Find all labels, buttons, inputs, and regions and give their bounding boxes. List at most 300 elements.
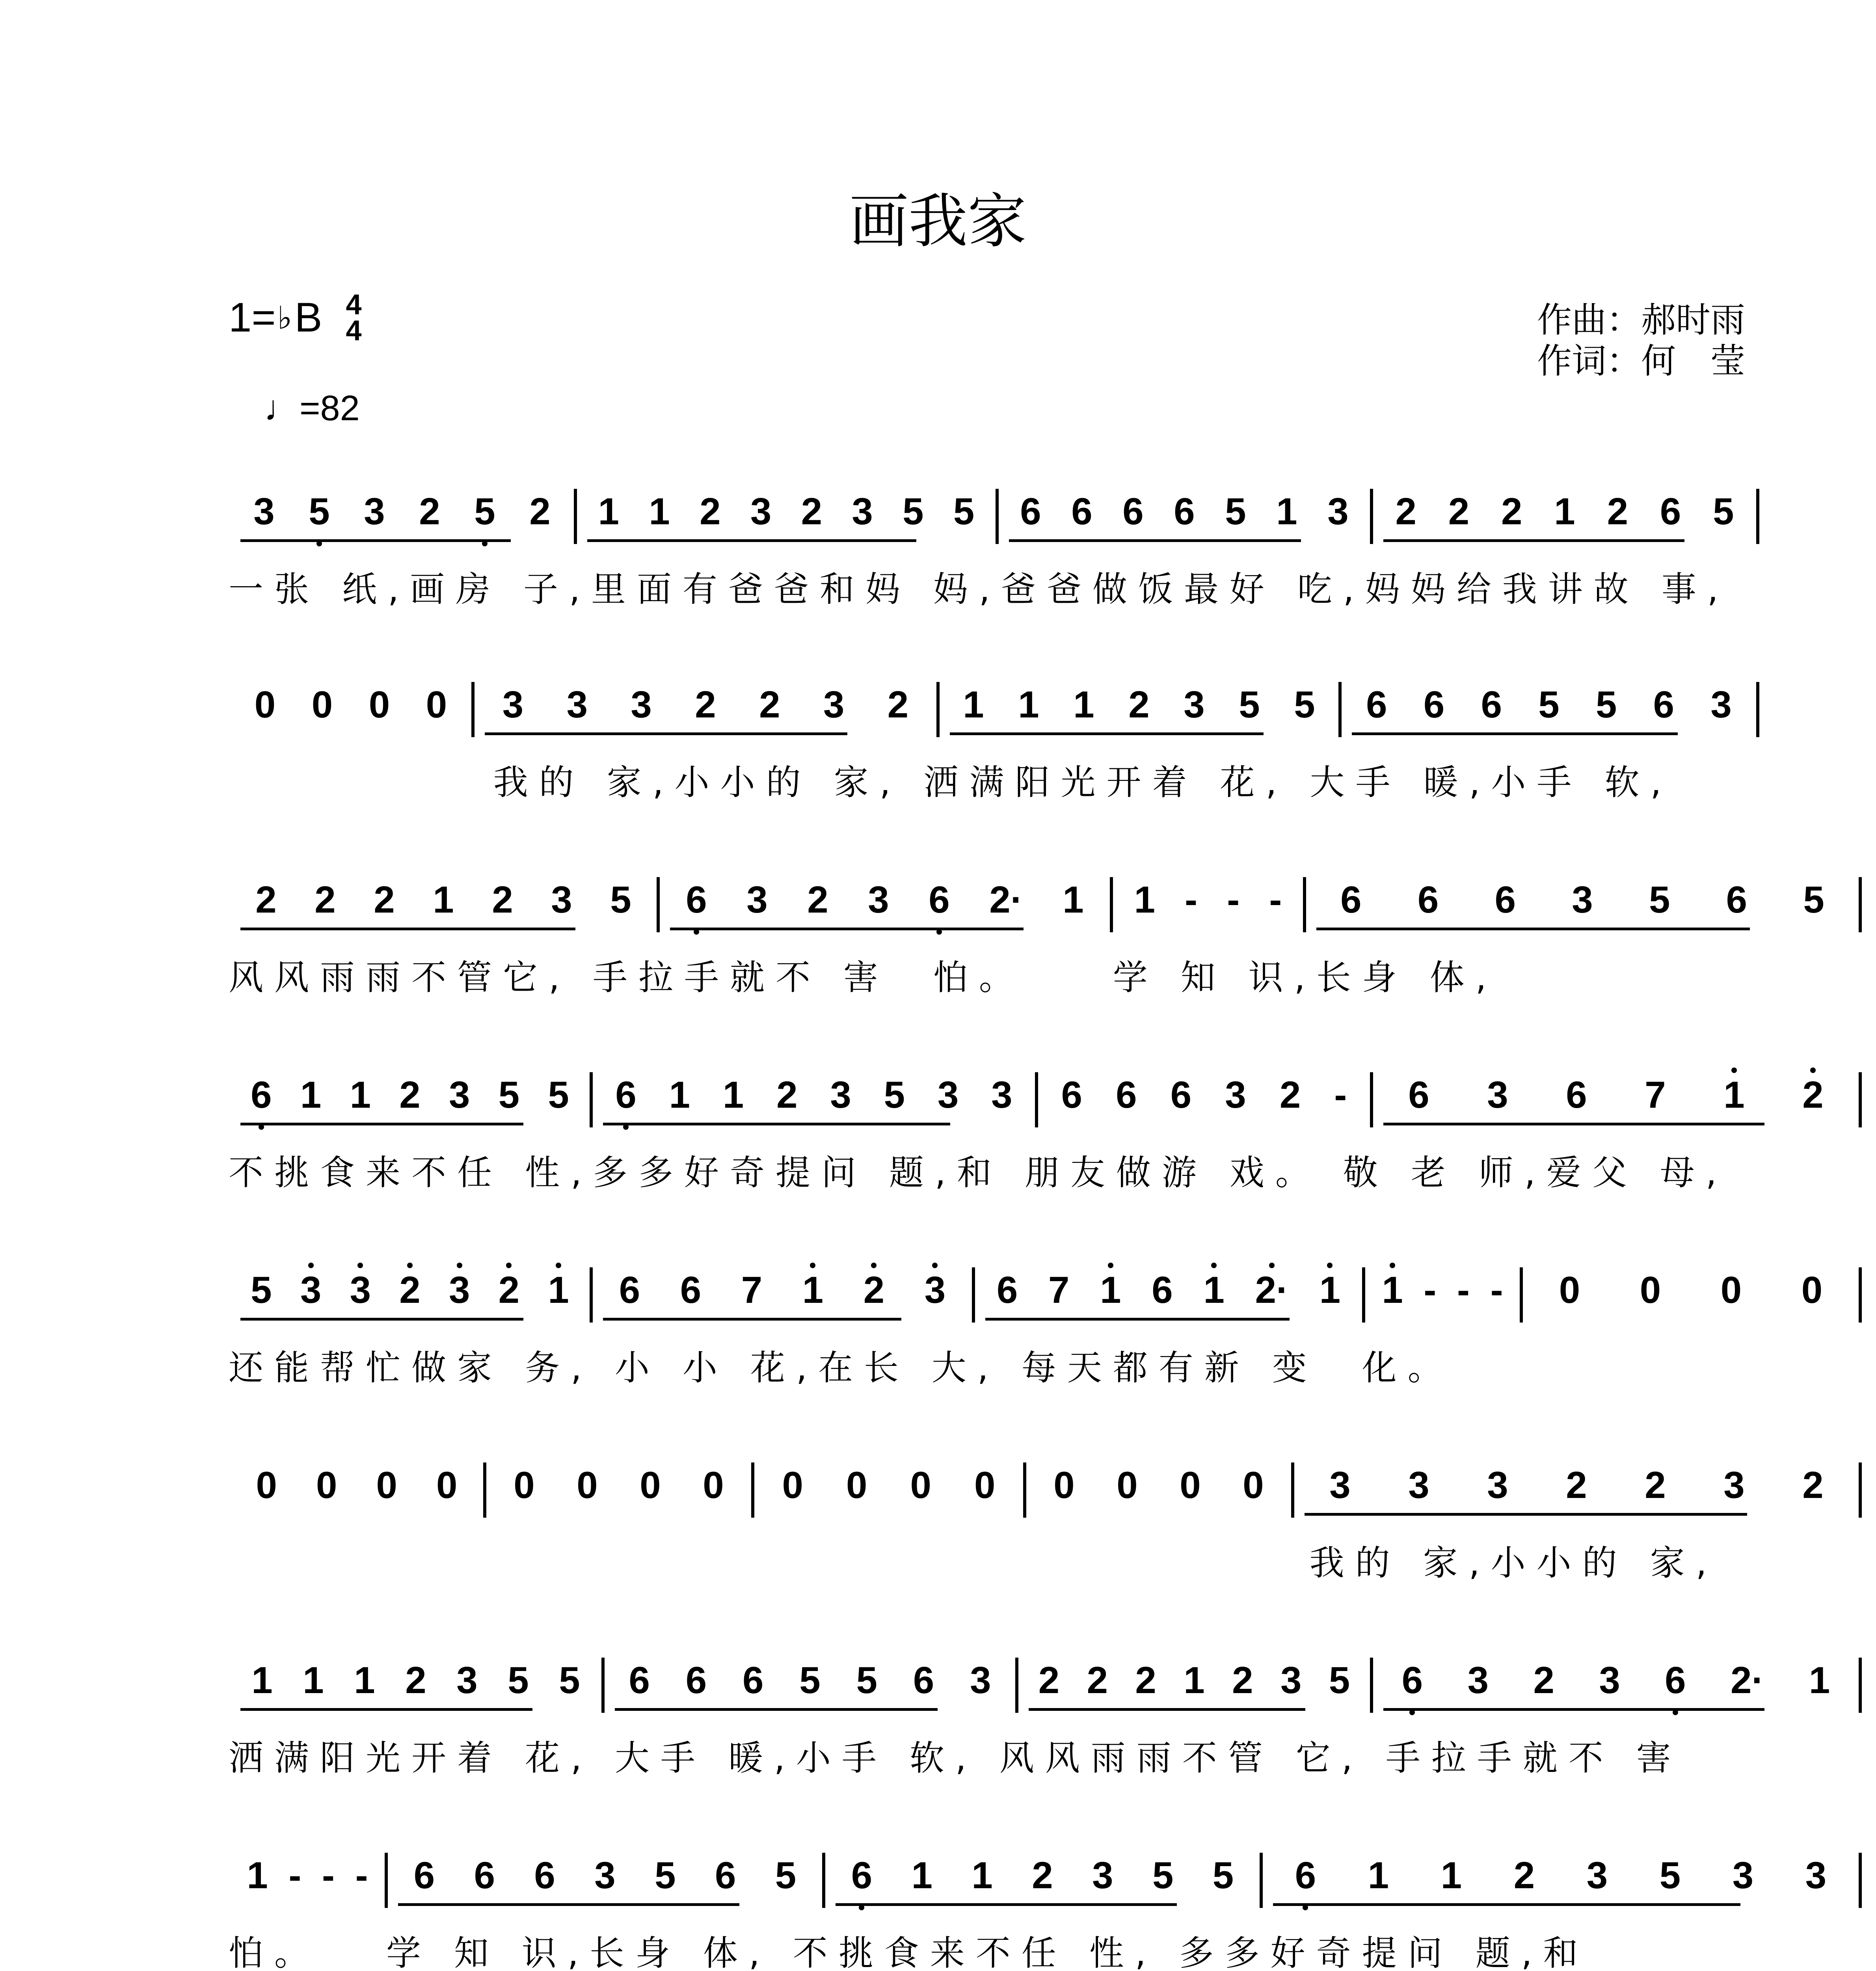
measure [394, 1849, 816, 1908]
key-prefix: 1= [229, 294, 276, 341]
note: 2· [1255, 1263, 1289, 1309]
barline [996, 489, 999, 544]
note: 1 [300, 1074, 322, 1116]
note: 2 [1395, 490, 1416, 533]
barline [1110, 877, 1113, 932]
beam-underline [836, 1903, 1177, 1906]
note: 0 [514, 1464, 535, 1506]
staff-system [0, 1654, 1876, 1784]
barline [1859, 877, 1862, 932]
note: 3 [449, 1263, 470, 1309]
staff-system [0, 1849, 1876, 1971]
note: 1 [1063, 879, 1084, 921]
note: 7 [1645, 1074, 1666, 1116]
note: 6 [413, 1854, 435, 1896]
barline [1015, 1658, 1018, 1713]
measure [1005, 485, 1364, 544]
barline [936, 682, 940, 737]
staff-system [0, 1263, 1876, 1393]
barline [601, 1658, 605, 1713]
note: 2 [759, 684, 780, 726]
note: 2 [807, 879, 828, 921]
note: 6 [851, 1849, 872, 1895]
note: 0 [256, 1464, 277, 1506]
note: 3 [746, 879, 768, 921]
note: 1 [251, 1659, 273, 1701]
measure [481, 678, 930, 737]
measure [236, 1849, 378, 1908]
note: 1 [911, 1854, 932, 1896]
lyric-line: 洒满阳光开着 花, 大手 暖,小手 软, 风风雨雨不管 它, 手拉手就不 害 [229, 1738, 1682, 1778]
barline [1370, 1658, 1373, 1713]
note: 1 [1368, 1854, 1389, 1896]
measure [1312, 873, 1852, 932]
barline [1023, 1462, 1026, 1518]
note: 2 [1513, 1854, 1535, 1896]
note: 1 [1382, 1263, 1403, 1309]
note: 5 [775, 1854, 797, 1896]
staff-system [0, 1459, 1876, 1589]
note: 6 [1494, 879, 1516, 921]
barline [1859, 1853, 1862, 1908]
staff-system [0, 873, 1876, 1003]
note: 1 [350, 1074, 371, 1116]
measure [236, 1068, 583, 1127]
credits [1537, 300, 1745, 382]
measure [1025, 1654, 1364, 1713]
note: 3 [1329, 1464, 1351, 1506]
beam-underline [1316, 928, 1750, 930]
note: 6 [996, 1269, 1018, 1311]
note: 6 [1122, 490, 1144, 533]
note: 0 [1801, 1269, 1823, 1311]
key-signature [229, 289, 362, 347]
lyric-line: 不挑食来不任 性,多多好奇提问 题,和 朋友做游 戏。 敬 老 师,爱父 母, [229, 1152, 1728, 1193]
measure [666, 873, 1104, 932]
barline [1756, 489, 1759, 544]
note: 6 [1481, 684, 1502, 726]
beam-underline [1305, 1513, 1747, 1516]
note: 3 [350, 1263, 371, 1309]
note: 3 [823, 684, 845, 726]
note: 3 [631, 684, 652, 726]
note: 0 [1559, 1269, 1580, 1311]
lyric-line: 还能帮忙做家 务, 小 小 花,在长 大, 每天都有新 变 化。 [229, 1347, 1454, 1388]
note: 2 [1279, 1074, 1301, 1116]
barline [1035, 1072, 1038, 1127]
beam-underline [1383, 539, 1684, 542]
note: 5 [1225, 490, 1246, 533]
measure [236, 1654, 595, 1713]
note: 5 [655, 1854, 676, 1896]
barline [385, 1853, 388, 1908]
note: 1 [1723, 1068, 1744, 1114]
barline [1370, 489, 1373, 544]
staff-system [0, 1068, 1876, 1198]
note: 0 [1180, 1464, 1201, 1506]
note: 2 [1232, 1659, 1253, 1701]
beam-underline [1383, 1123, 1764, 1125]
beam-underline [1029, 1708, 1305, 1711]
song-title: 画我家 [849, 187, 1027, 256]
extension-dash: - [1185, 879, 1198, 921]
note: 5 [1649, 879, 1670, 921]
note: 6 [1071, 490, 1092, 533]
note: 5 [953, 490, 975, 533]
note: 2 [1501, 490, 1522, 533]
lyricist-credit: 作词：何 莹 [1537, 340, 1746, 381]
extension-dash: - [288, 1854, 302, 1896]
flat-sign: ♭ [277, 300, 292, 335]
measure-row [229, 1654, 1860, 1713]
note: 2 [1448, 490, 1470, 533]
measure [1033, 1459, 1285, 1518]
note: 2· [989, 879, 1023, 921]
note: 3 [852, 490, 873, 533]
note: 3 [1408, 1464, 1429, 1506]
note: 2 [315, 879, 336, 921]
barline [590, 1267, 593, 1323]
note: 3 [830, 1074, 851, 1116]
barline [590, 1072, 593, 1127]
note: 6 [685, 1659, 707, 1701]
note: 6 [1408, 1074, 1429, 1116]
note: 3 [925, 1263, 945, 1309]
note: 1 [1184, 1659, 1205, 1701]
key-note: B [294, 294, 322, 341]
measure [981, 1263, 1356, 1323]
note: 2 [695, 684, 716, 726]
measure [1269, 1849, 1852, 1908]
note: 3 [1225, 1074, 1246, 1116]
tempo-value: =82 [300, 389, 360, 428]
beam-underline [603, 1318, 901, 1321]
barline [751, 1462, 754, 1518]
note: 1 [963, 684, 984, 726]
note: 3 [1586, 1854, 1608, 1896]
measure-row [229, 873, 1860, 932]
time-signature [346, 289, 362, 347]
meter-bottom: 4 [346, 315, 362, 347]
note: 6 [929, 873, 949, 919]
note: 1 [649, 490, 670, 533]
note: 3 [456, 1659, 478, 1701]
lyric-line: 我的 家,小小的 家, [229, 1543, 1718, 1583]
extension-dash: - [1490, 1269, 1503, 1311]
measure-row [229, 1459, 1860, 1518]
note: 6 [686, 873, 707, 919]
beam-underline [587, 539, 916, 542]
note: 6 [1366, 684, 1387, 726]
note: 5 [508, 1659, 529, 1701]
note: 1 [1134, 879, 1155, 921]
extension-dash: - [1457, 1269, 1470, 1311]
barline [1362, 1267, 1365, 1323]
note: 1 [1276, 490, 1297, 533]
note: 0 [376, 1464, 397, 1506]
note: 2 [864, 1263, 884, 1309]
barline [1859, 1072, 1862, 1127]
measure [611, 1654, 1009, 1713]
measure [1372, 1263, 1513, 1323]
note: 1 [548, 1263, 569, 1309]
tempo-marking [264, 388, 360, 429]
note: 6 [1566, 1074, 1587, 1116]
note: 0 [426, 684, 447, 726]
note: 2 [374, 879, 395, 921]
note: 5 [1329, 1659, 1350, 1701]
note: 1 [354, 1659, 375, 1701]
note: 1 [802, 1263, 823, 1309]
measure [236, 873, 650, 932]
note: 1 [433, 879, 454, 921]
note: 5 [1239, 684, 1260, 726]
measure [1379, 485, 1750, 544]
note: 2 [776, 1074, 798, 1116]
beam-underline [240, 1318, 523, 1321]
note: 5 [309, 485, 329, 531]
note: 3 [750, 490, 772, 533]
note: 2 [399, 1074, 421, 1116]
note: 0 [1053, 1464, 1075, 1506]
note: 5 [1713, 490, 1734, 533]
note: 2 [492, 879, 513, 921]
note: 3 [1732, 1854, 1754, 1896]
note: 3 [551, 879, 572, 921]
note: 0 [1117, 1464, 1138, 1506]
note: 2 [1533, 1659, 1554, 1701]
note: 2· [1731, 1659, 1764, 1701]
note: 2 [1802, 1068, 1823, 1114]
note: 1 [303, 1659, 324, 1701]
note: 5 [1659, 1854, 1681, 1896]
note: 5 [799, 1659, 821, 1701]
note: 5 [1152, 1854, 1174, 1896]
measure-row [229, 678, 1860, 737]
note: 6 [743, 1659, 764, 1701]
barline [657, 877, 660, 932]
note: 0 [846, 1464, 867, 1506]
note: 2 [255, 879, 277, 921]
lyric-line: 怕。 学 知 识,长身 体, 不挑食来不任 性, 多多好奇提问 题,和 [229, 1933, 1589, 1971]
note: 5 [1803, 879, 1824, 921]
note: 3 [1327, 490, 1349, 533]
note: 2 [1135, 1659, 1156, 1701]
note: 3 [1467, 1659, 1489, 1701]
barline [822, 1853, 825, 1908]
note: 2 [419, 490, 440, 533]
note: 6 [474, 1854, 495, 1896]
measure [236, 1459, 477, 1518]
note: 7 [741, 1269, 763, 1311]
note: 0 [640, 1464, 661, 1506]
lyric-line: 风风雨雨不管它, 手拉手就不 害 怕。 学 知 识,长身 体, [229, 957, 1498, 998]
barline [471, 682, 475, 737]
note: 3 [991, 1074, 1012, 1116]
measure [832, 1849, 1253, 1908]
note: 1 [669, 1074, 690, 1116]
note: 6 [1020, 490, 1041, 533]
note: 3 [1487, 1074, 1508, 1116]
beam-underline [615, 1708, 938, 1711]
note: 6 [251, 1068, 272, 1114]
note: 6 [1061, 1074, 1082, 1116]
note: 0 [1720, 1269, 1742, 1311]
note: 3 [300, 1263, 321, 1309]
note: 0 [436, 1464, 458, 1506]
note: 6 [913, 1659, 934, 1701]
barline [1859, 1658, 1862, 1713]
note: 3 [1487, 1464, 1508, 1506]
note: 3 [502, 684, 524, 726]
note: 6 [1417, 879, 1439, 921]
note: 6 [615, 1068, 636, 1114]
note: 2 [1607, 490, 1628, 533]
note: 6 [1726, 879, 1748, 921]
note: 6 [1402, 1654, 1423, 1699]
note: 1 [1018, 684, 1039, 726]
measure [1348, 678, 1750, 737]
note: 5 [1538, 684, 1560, 726]
note: 5 [548, 1074, 569, 1116]
note: 6 [619, 1269, 640, 1311]
note: 3 [1092, 1854, 1113, 1896]
note: 5 [903, 490, 924, 533]
beam-underline [240, 1708, 532, 1711]
note: 0 [703, 1464, 724, 1506]
note: 0 [316, 1464, 337, 1506]
note: 2 [405, 1659, 426, 1701]
note: 5 [1212, 1854, 1234, 1896]
measure [599, 1068, 1029, 1127]
note: 5 [1595, 684, 1617, 726]
note: 2 [529, 490, 551, 533]
extension-dash: - [1424, 1269, 1437, 1311]
note: 1 [247, 1854, 268, 1896]
note: 3 [594, 1854, 616, 1896]
beam-underline [985, 1318, 1290, 1321]
note: 6 [629, 1659, 650, 1701]
note: 5 [498, 1074, 520, 1116]
composer-credit: 作曲：郝时雨 [1537, 300, 1746, 340]
note: 5 [559, 1659, 580, 1701]
note: 1 [1100, 1263, 1121, 1309]
note: 7 [1048, 1269, 1070, 1311]
note: 2 [1802, 1464, 1824, 1506]
barline [574, 489, 577, 544]
lyric-line: 一张 纸,画房 子,里面有爸爸和妈 妈,爸爸做饭最好 吃,妈妈给我讲故 事, [229, 569, 1729, 609]
note: 1 [972, 1854, 993, 1896]
note: 2 [399, 1263, 420, 1309]
note: 0 [974, 1464, 996, 1506]
note: 0 [254, 684, 276, 726]
extension-dash: - [322, 1854, 335, 1896]
barline [972, 1267, 975, 1323]
note: 6 [1340, 879, 1362, 921]
meter-top: 4 [346, 289, 362, 320]
measure-row [229, 485, 1860, 544]
note: 3 [364, 490, 385, 533]
barline [483, 1462, 486, 1518]
measure [946, 678, 1332, 737]
beam-underline [670, 928, 1024, 930]
measure-row [229, 1849, 1860, 1908]
measure [761, 1459, 1017, 1518]
note: 2 [700, 490, 721, 533]
beam-underline [1009, 539, 1301, 542]
measure [1119, 873, 1297, 932]
barline [1859, 1267, 1862, 1323]
beam-underline [240, 1123, 523, 1125]
note: 5 [856, 1659, 877, 1701]
note: 1 [598, 490, 620, 533]
note: 6 [1660, 490, 1681, 533]
note: 5 [610, 879, 631, 921]
measure [599, 1263, 966, 1323]
note: 0 [368, 684, 390, 726]
beam-underline [1273, 1903, 1740, 1906]
note: 0 [1243, 1464, 1264, 1506]
barline [1520, 1267, 1523, 1323]
extension-dash: - [1334, 1074, 1347, 1116]
note: 3 [1184, 684, 1205, 726]
barline [1370, 1072, 1373, 1127]
note: 6 [1174, 490, 1195, 533]
note: 2 [1087, 1659, 1108, 1701]
note: 2 [1038, 1659, 1060, 1701]
measure [1301, 1459, 1852, 1518]
beam-underline [485, 732, 847, 735]
barline [1303, 877, 1306, 932]
note: 1 [1320, 1263, 1340, 1309]
barline [1291, 1462, 1294, 1518]
note: 0 [1640, 1269, 1661, 1311]
measure [583, 485, 989, 544]
measure [236, 485, 568, 544]
barline [1859, 1462, 1862, 1518]
note: 2 [801, 490, 823, 533]
note: 0 [577, 1464, 598, 1506]
note: 0 [782, 1464, 803, 1506]
measure [1379, 1068, 1852, 1127]
note: 5 [884, 1074, 905, 1116]
note: 5 [474, 485, 495, 531]
note: 6 [1295, 1849, 1316, 1895]
note: 3 [449, 1074, 470, 1116]
note: 6 [715, 1854, 736, 1896]
note: 3 [1805, 1854, 1827, 1896]
note: 6 [1665, 1654, 1686, 1699]
note: 2 [1128, 684, 1150, 726]
measure [1529, 1263, 1852, 1323]
note: 3 [868, 879, 889, 921]
note: 6 [1423, 684, 1445, 726]
note: 0 [910, 1464, 931, 1506]
note: 3 [970, 1659, 991, 1701]
note: 1 [1440, 1854, 1462, 1896]
extension-dash: - [1269, 879, 1282, 921]
beam-underline [1383, 1708, 1764, 1711]
note: 3 [1710, 684, 1732, 726]
extension-dash: - [355, 1854, 368, 1896]
note: 1 [1809, 1659, 1830, 1701]
measure-row [229, 1263, 1860, 1323]
note: 2 [1032, 1854, 1053, 1896]
note: 6 [1152, 1269, 1173, 1311]
note: 3 [937, 1074, 959, 1116]
note: 6 [534, 1854, 555, 1896]
note: 3 [1572, 879, 1593, 921]
